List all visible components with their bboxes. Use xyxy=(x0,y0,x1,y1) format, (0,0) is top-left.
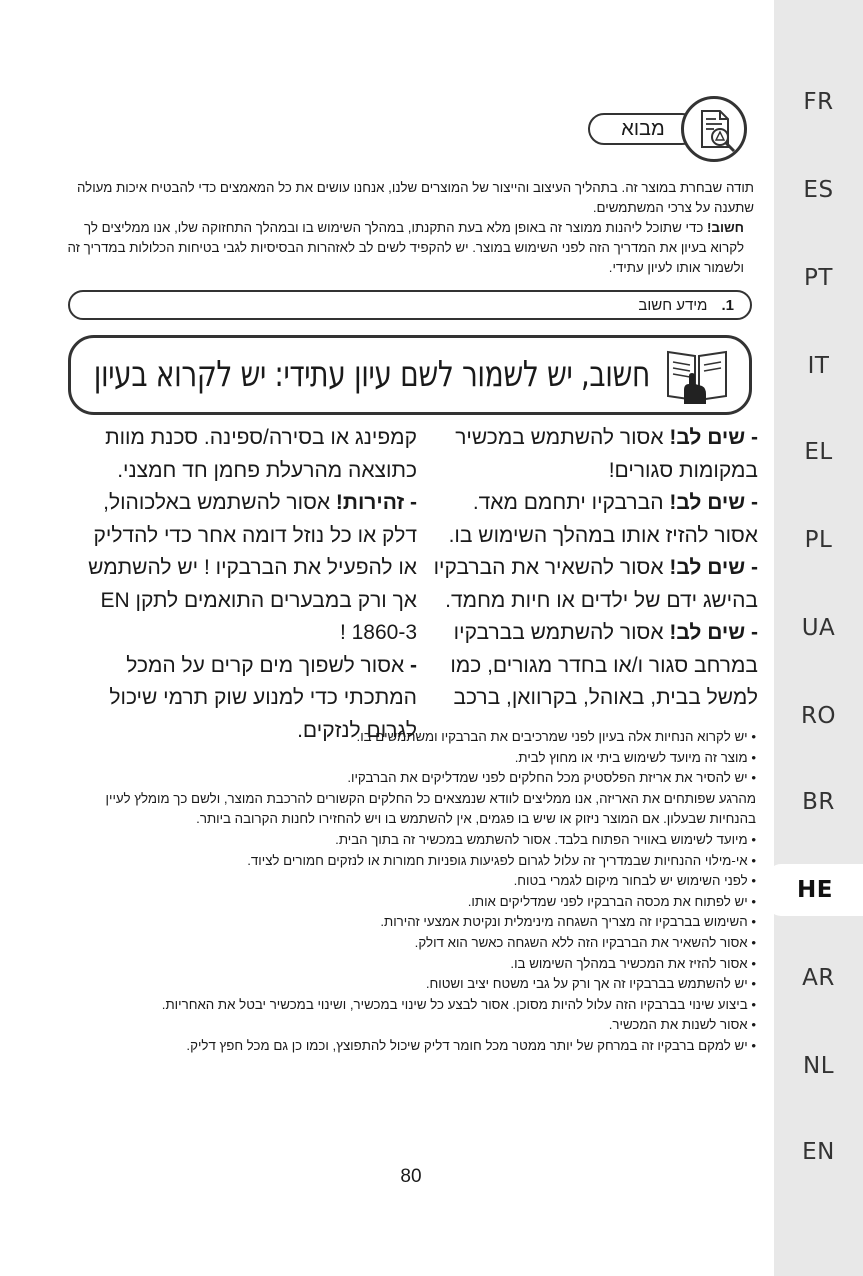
warning-title: חשוב, יש לשמור לשם עיון עתידי: יש לקרוא בעיון xyxy=(93,354,650,395)
warning-label: שים לב! xyxy=(669,491,746,514)
language-tab-en[interactable]: EN xyxy=(802,1139,835,1165)
intro-paragraph: תודה שבחרת במוצר זה. בתהליך העיצוב והייצור של המוצרים שלנו, אנחנו עושים את כל המאמצים כדי להבטיח איכות מעולה שתענה על צרכי המשתמשים. xyxy=(76,180,754,215)
bullet-item: • אסור להזיז את המכשיר במהלך השימוש בו. xyxy=(510,955,756,971)
warning-text: קמפינג או בסירה/ספינה. סכנת מוות כתוצאה מהרעלת פחמן חד חמצני. xyxy=(105,426,417,482)
warning-text: אסור להשתמש בברבקיו במרחב סגור ו/או בחדר מגורים, כמו למשל בבית, באוהל, בקרוואן, ברכב xyxy=(450,621,758,709)
warning-dash: - xyxy=(745,556,758,579)
bullet-item: • יש למקם ברבקיו זה במרחק של יותר ממטר מכל חומר דליק שיכול להתפוצץ, וכמו כן גם מכל חפץ דליק. xyxy=(186,1037,756,1053)
intro-text xyxy=(66,178,754,278)
bullet-item: • מיועד לשימוש באוויר הפתוח בלבד. אסור להשתמש במכשיר זה בתוך הבית. xyxy=(335,831,756,847)
read-manual-icon xyxy=(662,346,732,406)
section-title: מידע חשוב xyxy=(638,296,708,314)
bullet-item: • השימוש בברבקיו זה מצריך השגחה מינימלית ונקיטת אמצעי זהירות. xyxy=(380,914,756,930)
section-number: 1. xyxy=(721,296,734,314)
warning-label: שים לב! xyxy=(669,556,746,579)
intro-important-paragraph xyxy=(66,218,754,278)
language-tab-el[interactable]: EL xyxy=(804,439,833,465)
warning-text: אסור לשפוך מים קרים על המכל המתכתי כדי למנוע שוק תרמי שיכול לגרום לנזקים. xyxy=(109,653,417,742)
warning-item xyxy=(428,487,758,552)
bullet-item: מהרגע שפותחים את האריזה, אנו ממליצים לוודא שנמצאים כל החלקים הקשורים להרכבת המוצר, ולשם כך מומלץ לעיין בהנחיות שבעלון. אם המוצר ניזוק או שיש בו פגמים, אין להשתמש בו ויש להחזירו לחנות הקרובה ביותר. xyxy=(105,790,756,827)
warning-item xyxy=(72,422,417,487)
bullet-item: • ביצוע שינוי בברבקיו הזה עלול להיות מסוכן. אסור לבצע כל שינוי במכשיר, ושינוי במכשיר יבטל את האחריות. xyxy=(161,996,756,1012)
language-tab-ua[interactable]: UA xyxy=(801,615,836,641)
warning-item xyxy=(428,617,758,715)
warning-dash: - xyxy=(404,491,417,514)
intro-label: מבוא xyxy=(621,117,665,140)
language-tab-ar[interactable]: AR xyxy=(802,965,835,991)
warning-text: אסור להשתמש באלכוהול, דלק או כל נוזל דומה אחר כדי להדליק או להפעיל את הברבקיו ! יש להשתמש אך ורק במבערים התואמים לתקן EN 1860-3 ! xyxy=(88,491,417,644)
page-number: 80 xyxy=(400,1166,422,1187)
section-heading xyxy=(68,290,752,320)
bullet-item: • יש להסיר את אריזת הפלסטיק מכל החלקים לפני שמדליקים את הברבקיו. xyxy=(347,770,756,786)
warning-label: שים לב! xyxy=(669,621,746,644)
warning-text: אסור להשאיר את הברבקיו בהישג ידם של ילדים או חיות מחמד. xyxy=(433,556,758,612)
warning-dash: - xyxy=(745,491,758,514)
warning-label: שים לב! xyxy=(669,426,746,449)
bullet-item: • לפני השימוש יש לבחור מיקום לגמרי בטוח. xyxy=(513,873,756,889)
warnings-column-right xyxy=(428,422,758,715)
bullet-item: • אסור להשאיר את הברבקיו הזה ללא השגחה כאשר הוא דולק. xyxy=(414,934,756,950)
language-tab-pt[interactable]: PT xyxy=(804,265,833,291)
important-text: כדי שתוכל ליהנות ממוצר זה באופן מלא בעת התקנתו, במהלך השימוש בו ובמהלך התחזוקה שלו, אנו ממליצים לך לקרוא בעיון את המדריך הזה לפני השימוש במוצר. יש להקפיד לשים לב לאזהרות הבסיסיות לגבי בטיחות הכלולות במדריך זה ולשמור אותו לעיון עתידי. xyxy=(67,220,744,275)
warning-label: זהירות! xyxy=(335,491,405,514)
language-sidebar xyxy=(774,0,863,1276)
language-tab-fr[interactable]: FR xyxy=(803,89,834,115)
warning-text: אסור להשתמש במכשיר במקומות סגורים! xyxy=(455,426,758,482)
bullet-item: • יש לפתוח את מכסה הברבקיו לפני שמדליקים אותו. xyxy=(467,893,756,909)
bullet-item: • אסור לשנות את המכשיר. xyxy=(608,1017,756,1033)
warning-dash: - xyxy=(404,653,417,677)
warning-item xyxy=(428,552,758,617)
warnings-column-left xyxy=(72,422,417,747)
language-tab-he[interactable]: HE xyxy=(767,864,863,916)
safety-bullets xyxy=(66,727,756,1057)
warning-item xyxy=(72,487,417,650)
bullet-item: • אי-מילוי ההנחיות שבמדריך זה עלול לגרום לפגיעות גופניות חמורות או לנזקים חמורים לציוד. xyxy=(247,852,756,868)
bullet-item: • מוצר זה מיועד לשימוש ביתי או מחוץ לבית. xyxy=(514,749,756,765)
language-tab-br[interactable]: BR xyxy=(802,789,835,815)
language-tab-pl[interactable]: PL xyxy=(804,527,833,553)
language-tab-it[interactable]: IT xyxy=(807,353,830,379)
warning-dash: - xyxy=(745,426,758,449)
language-tab-es[interactable]: ES xyxy=(803,177,834,203)
bullet-item: • יש לקרוא הנחיות אלה בעיון לפני שמרכיבים את הברבקיו ומשתמשים בו. xyxy=(356,729,756,744)
warning-dash: - xyxy=(745,621,758,644)
manual-warning-icon xyxy=(681,96,747,162)
warning-text: הברבקיו יתחמם מאד. אסור להזיז אותו במהלך השימוש בו. xyxy=(448,491,758,547)
language-tab-ro[interactable]: RO xyxy=(800,703,837,729)
important-label: חשוב! xyxy=(707,220,744,235)
bullet-item: • יש להשתמש בברבקיו זה אך ורק על גבי משטח יציב ושטוח. xyxy=(425,976,756,992)
language-tab-nl[interactable]: NL xyxy=(802,1053,835,1079)
warning-item xyxy=(428,422,758,487)
